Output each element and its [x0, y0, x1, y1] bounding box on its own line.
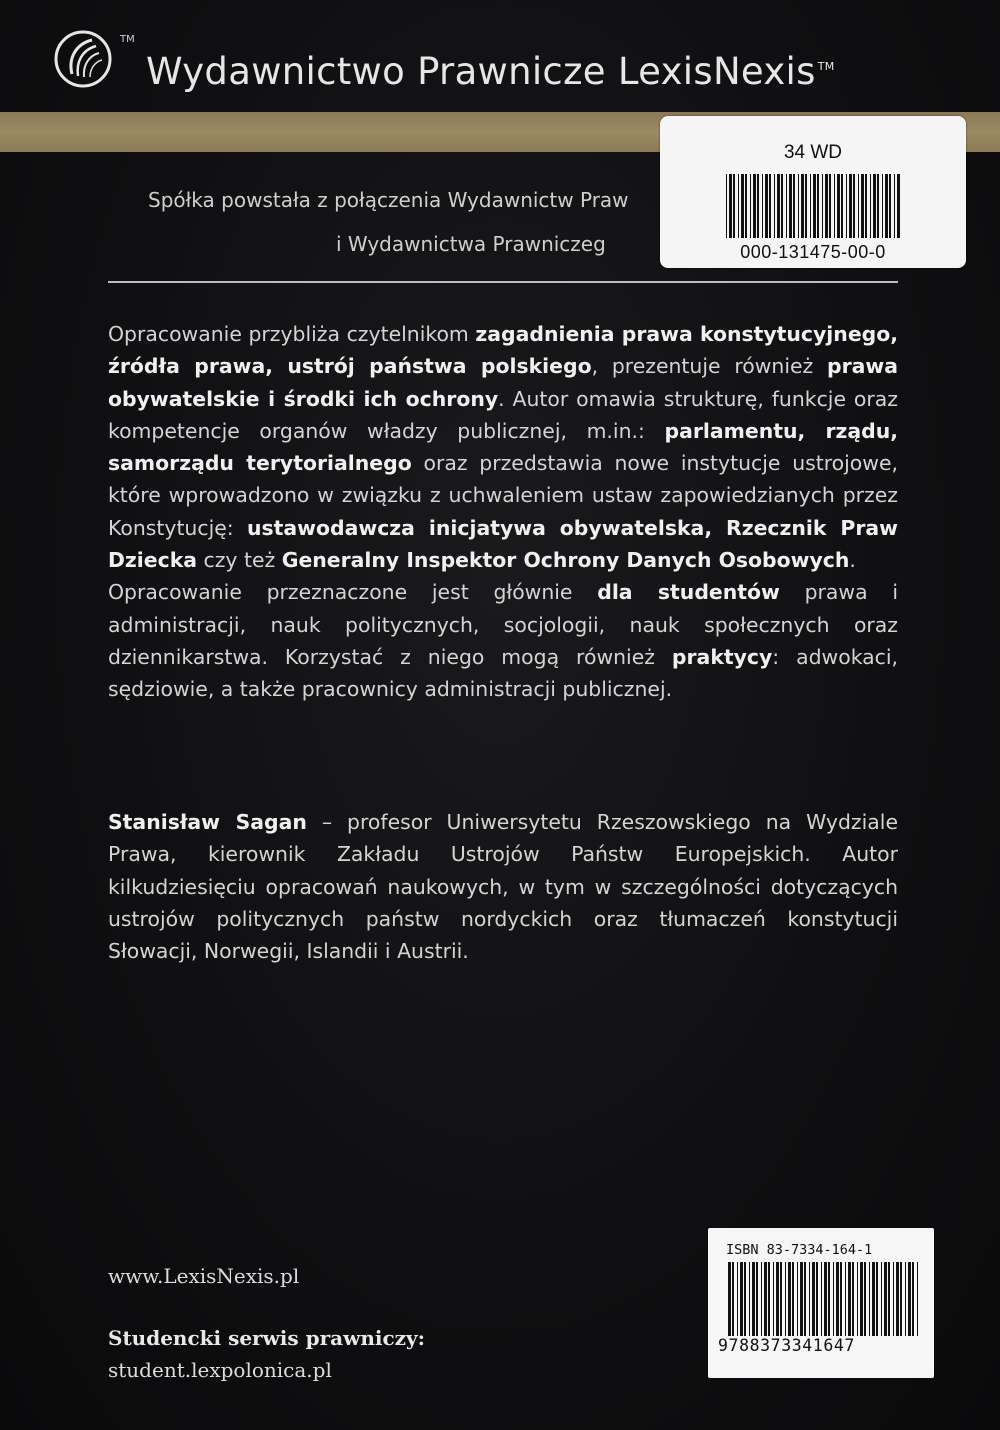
- barcode-bar: [828, 1262, 830, 1336]
- isbn-ean-number: 9788373341647: [718, 1336, 855, 1355]
- barcode-bar: [789, 174, 792, 238]
- intro-line-1: Spółka powstała z połączenia Wydawnictw Praw: [148, 188, 629, 212]
- student-service-label: Studencki serwis prawniczy:: [108, 1326, 426, 1350]
- barcode-bar: [788, 1262, 791, 1336]
- sticker-number: 000-131475-00-0: [740, 242, 886, 262]
- barcode-bar: [793, 174, 795, 238]
- barcode-bar: [853, 174, 855, 238]
- barcode-bar: [744, 1262, 746, 1336]
- barcode-bar: [833, 1262, 834, 1336]
- sticker-code: 34 WD: [783, 142, 843, 163]
- author-bio: [108, 806, 898, 967]
- body-text: .: [849, 548, 856, 573]
- barcode-bar: [912, 1262, 914, 1336]
- publisher-trademark: TM: [817, 60, 835, 73]
- barcode-bar: [765, 174, 768, 238]
- barcode-bar: [732, 1262, 734, 1336]
- body-text: : adwokaci, sędziowie, a także pracownicy administracji publicznej.: [108, 644, 899, 702]
- barcode-bar: [849, 174, 852, 238]
- barcode-bar: [900, 1262, 902, 1336]
- barcode-bar: [792, 1262, 794, 1336]
- barcode-bar: [777, 174, 780, 238]
- barcode-bar: [733, 174, 735, 238]
- barcode-bar: [896, 1262, 899, 1336]
- barcode-bar: [798, 174, 799, 238]
- barcode-bar: [729, 174, 732, 238]
- barcode-bar: [817, 174, 819, 238]
- barcode-bar: [738, 174, 739, 238]
- barcode-bar: [769, 174, 771, 238]
- barcode-bar: [741, 174, 744, 238]
- barcode-bar: [860, 1262, 863, 1336]
- barcode-bar: [726, 174, 727, 238]
- barcode-bar: [761, 1262, 762, 1336]
- emphasis-text: dla studentów: [597, 580, 780, 605]
- sticker-barcode: [726, 174, 902, 238]
- barcode-bar: [845, 1262, 846, 1336]
- emphasis-text: Generalny Inspektor Ochrony Danych Osobowych: [281, 548, 850, 573]
- publisher-name-text: Wydawnictwo Prawnicze LexisNexis: [146, 50, 816, 93]
- barcode-bar: [861, 174, 864, 238]
- barcode-bar: [753, 174, 756, 238]
- barcode-bar: [908, 1262, 911, 1336]
- isbn-label: ISBN 83-7334-164-1: [726, 1242, 873, 1258]
- barcode-bar: [841, 174, 843, 238]
- barcode-bar: [780, 1262, 782, 1336]
- barcode-bar: [764, 1262, 767, 1336]
- barcode-bar: [774, 174, 775, 238]
- barcode-bar: [821, 1262, 822, 1336]
- barcode-bar: [865, 174, 867, 238]
- emphasis-text: zagadnienia prawa konstytucyjnego, źródła prawa, ustrój państwa polskiego: [108, 322, 898, 379]
- barcode-bar: [889, 174, 891, 238]
- barcode-bar: [829, 174, 831, 238]
- barcode-bar: [882, 174, 883, 238]
- body-text: , prezentuje również: [591, 354, 827, 379]
- barcode-bar: [876, 1262, 878, 1336]
- intro-line-2: i Wydawnictwa Prawniczeg: [336, 232, 606, 256]
- barcode-bar: [809, 1262, 810, 1336]
- divider: [108, 281, 898, 283]
- body-text: Opracowanie przybliża czytelnikom: [108, 322, 476, 346]
- barcode-bar: [773, 1262, 774, 1336]
- isbn-barcode-box: [708, 1228, 934, 1378]
- publisher-name: [146, 50, 835, 93]
- barcode-bar: [813, 174, 816, 238]
- barcode-bar: [870, 174, 871, 238]
- barcode-bar: [800, 1262, 803, 1336]
- barcode-bar: [877, 174, 879, 238]
- barcode-bar: [846, 174, 847, 238]
- body-text: oraz przedstawia nowe instytucje ustrojowe, które wprowadzono w związku z uchwaleniem ustaw zapowiedzianych przez Konstytucję:: [108, 451, 898, 540]
- barcode-bar: [801, 174, 804, 238]
- barcode-bar: [786, 174, 787, 238]
- barcode-bar: [897, 174, 900, 238]
- barcode-bar: [728, 1262, 731, 1336]
- barcode-bar: [816, 1262, 818, 1336]
- library-sticker: [660, 116, 966, 268]
- body-text: prawa i administracji, nauk politycznych, socjologii, nauk społecznych oraz dziennikarstwa. Korzystać z niego mogą również: [108, 580, 898, 669]
- barcode-bar: [812, 1262, 815, 1336]
- barcode-bar: [836, 1262, 839, 1336]
- barcode-bar: [837, 174, 840, 238]
- book-description: [108, 318, 898, 706]
- barcode-bar: [745, 174, 747, 238]
- barcode-bar: [768, 1262, 770, 1336]
- publisher-website: www.LexisNexis.pl: [108, 1264, 300, 1288]
- barcode-bar: [852, 1262, 854, 1336]
- barcode-bar: [885, 174, 888, 238]
- barcode-bar: [834, 174, 835, 238]
- barcode-bar: [757, 174, 759, 238]
- lexisnexis-logo-icon: [52, 28, 114, 90]
- barcode-bar: [873, 174, 876, 238]
- barcode-bar: [881, 1262, 882, 1336]
- barcode-bar: [824, 1262, 827, 1336]
- barcode-bar: [872, 1262, 875, 1336]
- emphasis-text: prawa obywatelskie i środki ich ochrony: [108, 354, 899, 411]
- barcode-bar: [857, 1262, 858, 1336]
- barcode-bar: [825, 174, 828, 238]
- barcode-bar: [858, 174, 859, 238]
- body-text: – profesor Uniwersytetu Rzeszowskiego na Wydziale Prawa, kierownik Zakładu Ustrojów Państw Europejskich. Autor kilkudziesięciu opracowań naukowych, w tym w szczególności dotyczących ustrojów politycznych państw nordyckich oraz tłumaczeń konstytucji Słowacji, Norwegii, Islandii i Austrii.: [108, 810, 898, 964]
- barcode-bar: [752, 1262, 755, 1336]
- barcode-bar: [848, 1262, 851, 1336]
- barcode-bar: [785, 1262, 786, 1336]
- barcode-bar: [822, 174, 823, 238]
- student-service-url: student.lexpolonica.pl: [108, 1358, 332, 1382]
- barcode-bar: [749, 1262, 750, 1336]
- barcode-bar: [781, 174, 783, 238]
- barcode-bar: [804, 1262, 806, 1336]
- barcode-bar: [893, 1262, 894, 1336]
- barcode-bar: [737, 1262, 738, 1336]
- barcode-bar: [884, 1262, 887, 1336]
- barcode-bar: [810, 174, 811, 238]
- barcode-bar: [776, 1262, 779, 1336]
- barcode-bar: [894, 174, 895, 238]
- isbn-barcode: [728, 1262, 922, 1336]
- logo-trademark: TM: [120, 34, 135, 45]
- barcode-bar: [750, 174, 751, 238]
- barcode-bar: [905, 1262, 906, 1336]
- barcode-bar: [917, 1262, 918, 1336]
- body-text: czy też: [197, 548, 282, 573]
- emphasis-text: Stanisław Sagan: [108, 810, 307, 834]
- body-text: Opracowanie przeznaczone jest głównie: [108, 580, 598, 605]
- barcode-bar: [797, 1262, 798, 1336]
- emphasis-text: parlamentu, rządu, samorządu terytorialnego: [108, 418, 898, 476]
- barcode-bar: [864, 1262, 866, 1336]
- emphasis-text: ustawodawcza inicjatywa obywatelska, Rzecznik Praw Dziecka: [108, 515, 898, 573]
- body-text: . Autor omawia strukturę, funkcje oraz kompetencje organów władzy publicznej, m.in.:: [108, 386, 898, 443]
- barcode-bar: [762, 174, 763, 238]
- barcode-bar: [840, 1262, 842, 1336]
- barcode-bar: [869, 1262, 870, 1336]
- emphasis-text: praktycy: [671, 644, 773, 669]
- barcode-bar: [740, 1262, 743, 1336]
- barcode-bar: [756, 1262, 758, 1336]
- barcode-bar: [888, 1262, 890, 1336]
- barcode-bar: [805, 174, 807, 238]
